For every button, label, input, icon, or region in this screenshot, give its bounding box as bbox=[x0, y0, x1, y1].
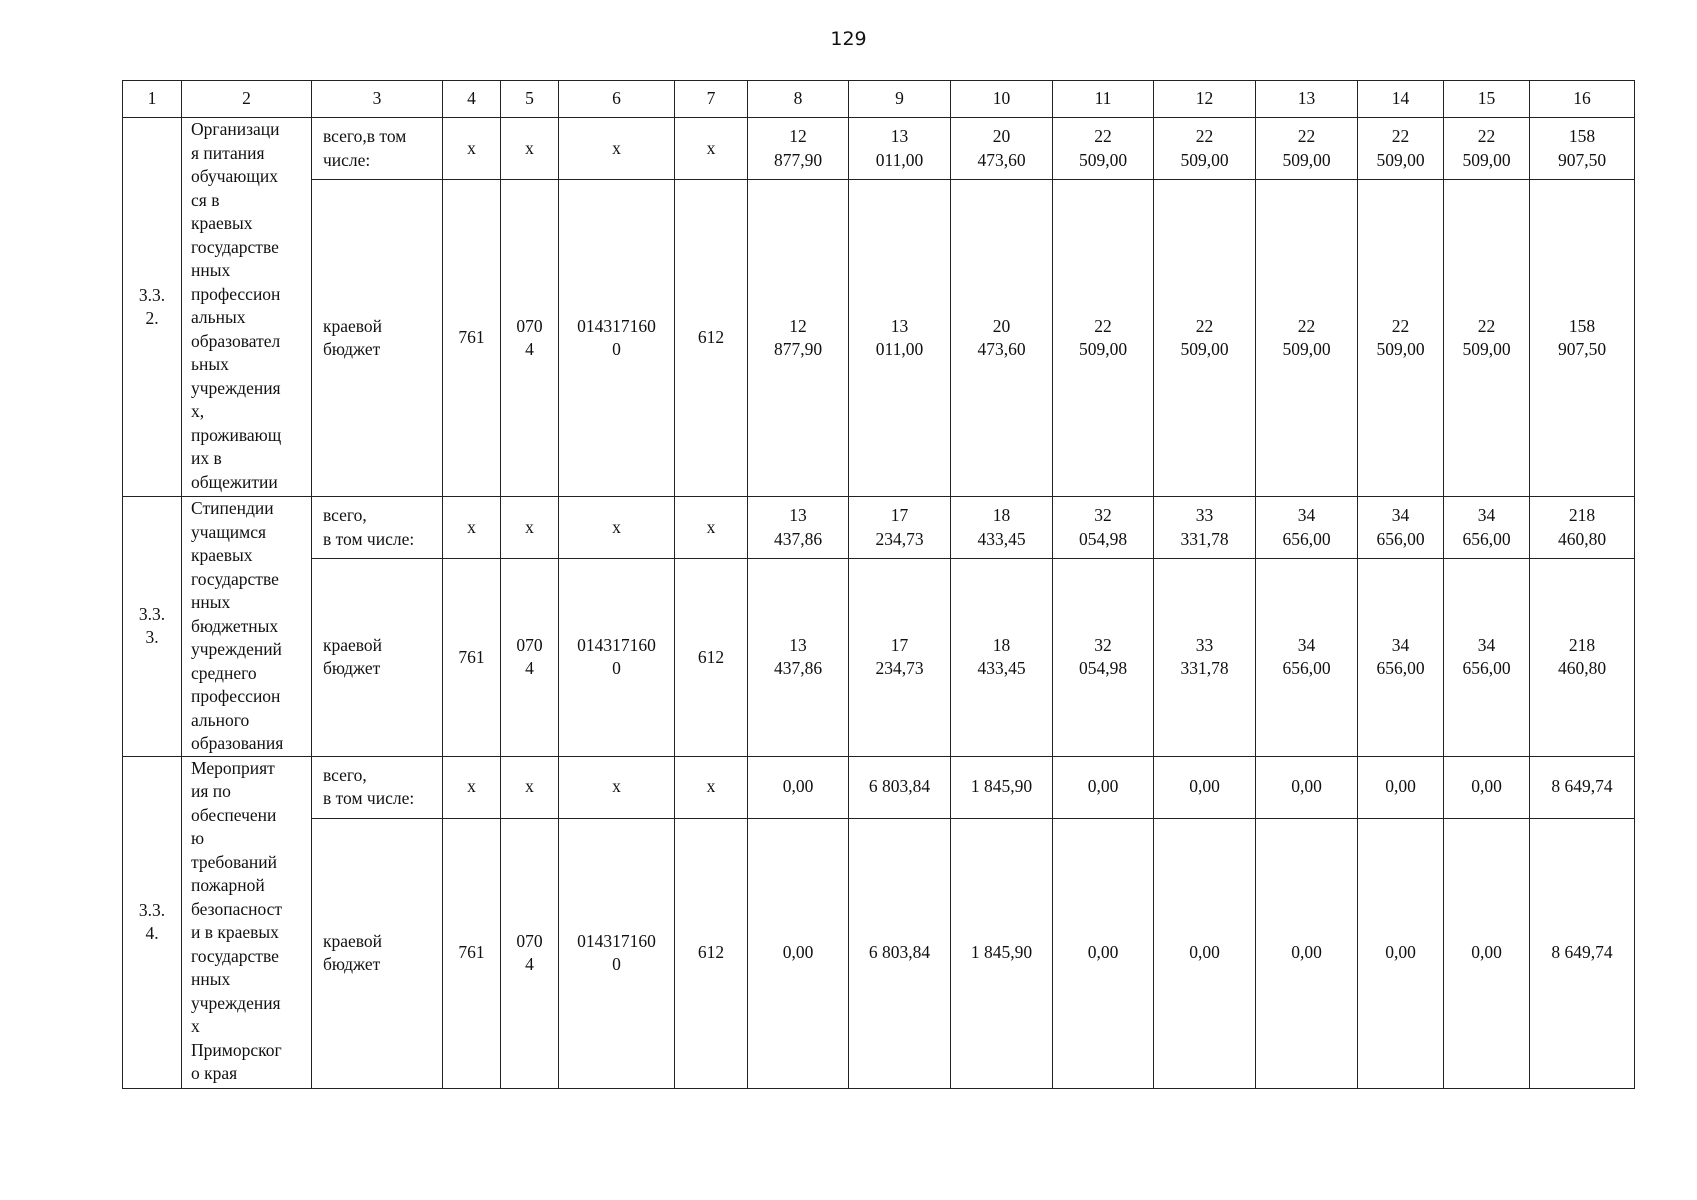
table-row bbox=[123, 180, 1635, 497]
amount-cell: 13 011,00 bbox=[849, 118, 951, 180]
code-cell: х bbox=[501, 118, 559, 180]
amount-cell: 22 509,00 bbox=[1256, 118, 1358, 180]
code-cell: 761 bbox=[443, 559, 501, 756]
code-cell: х bbox=[675, 118, 748, 180]
header-cell: 1 bbox=[123, 81, 182, 118]
amount-cell: 20 473,60 bbox=[951, 180, 1053, 497]
amount-cell: 34 656,00 bbox=[1256, 497, 1358, 559]
amount-cell: 32 054,98 bbox=[1053, 497, 1154, 559]
code-cell: х bbox=[675, 756, 748, 818]
table-row bbox=[123, 818, 1635, 1088]
code-cell: х bbox=[559, 756, 675, 818]
measure-name: Организаци я питания обучающих ся в краевых государстве нных профессион альных образовател ьных учреждения х, проживающ их в общежитии bbox=[182, 118, 312, 497]
amount-cell: 0,00 bbox=[1358, 756, 1444, 818]
code-cell: 014317160 0 bbox=[559, 180, 675, 497]
amount-cell: 20 473,60 bbox=[951, 118, 1053, 180]
amount-cell: 0,00 bbox=[1256, 818, 1358, 1088]
code-cell: 014317160 0 bbox=[559, 818, 675, 1088]
amount-cell: 13 437,86 bbox=[748, 497, 849, 559]
amount-cell: 6 803,84 bbox=[849, 818, 951, 1088]
header-cell: 6 bbox=[559, 81, 675, 118]
amount-cell: 17 234,73 bbox=[849, 497, 951, 559]
code-cell: х bbox=[501, 756, 559, 818]
code-cell: х bbox=[443, 118, 501, 180]
header-row bbox=[123, 81, 1635, 118]
header-cell: 5 bbox=[501, 81, 559, 118]
row-number: 3.3. 4. bbox=[123, 756, 182, 1088]
amount-cell: 0,00 bbox=[748, 818, 849, 1088]
code-cell: 761 bbox=[443, 180, 501, 497]
header-cell: 11 bbox=[1053, 81, 1154, 118]
amount-cell: 1 845,90 bbox=[951, 818, 1053, 1088]
amount-cell: 34 656,00 bbox=[1444, 559, 1530, 756]
amount-cell: 33 331,78 bbox=[1154, 559, 1256, 756]
amount-cell: 22 509,00 bbox=[1358, 180, 1444, 497]
code-cell: 761 bbox=[443, 818, 501, 1088]
code-cell: х bbox=[675, 497, 748, 559]
amount-cell: 6 803,84 bbox=[849, 756, 951, 818]
header-cell: 4 bbox=[443, 81, 501, 118]
amount-cell: 13 437,86 bbox=[748, 559, 849, 756]
code-cell: 612 bbox=[675, 818, 748, 1088]
amount-cell: 0,00 bbox=[1358, 818, 1444, 1088]
header-cell: 8 bbox=[748, 81, 849, 118]
amount-cell: 0,00 bbox=[1444, 818, 1530, 1088]
amount-cell: 33 331,78 bbox=[1154, 497, 1256, 559]
amount-cell: 18 433,45 bbox=[951, 497, 1053, 559]
funding-source: всего, в том числе: bbox=[312, 497, 443, 559]
amount-cell: 22 509,00 bbox=[1154, 180, 1256, 497]
row-number: 3.3. 3. bbox=[123, 497, 182, 757]
amount-cell: 0,00 bbox=[1154, 818, 1256, 1088]
amount-cell: 34 656,00 bbox=[1444, 497, 1530, 559]
amount-cell: 0,00 bbox=[1053, 818, 1154, 1088]
code-cell: 612 bbox=[675, 180, 748, 497]
header-cell: 13 bbox=[1256, 81, 1358, 118]
amount-cell: 18 433,45 bbox=[951, 559, 1053, 756]
budget-table bbox=[122, 80, 1635, 1089]
amount-cell: 22 509,00 bbox=[1256, 180, 1358, 497]
table-row bbox=[123, 559, 1635, 756]
code-cell: 070 4 bbox=[501, 559, 559, 756]
amount-cell: 0,00 bbox=[1444, 756, 1530, 818]
amount-cell: 158 907,50 bbox=[1530, 180, 1635, 497]
amount-cell: 22 509,00 bbox=[1444, 118, 1530, 180]
amount-cell: 12 877,90 bbox=[748, 118, 849, 180]
amount-cell: 8 649,74 bbox=[1530, 756, 1635, 818]
header-cell: 7 bbox=[675, 81, 748, 118]
amount-cell: 22 509,00 bbox=[1358, 118, 1444, 180]
code-cell: 070 4 bbox=[501, 818, 559, 1088]
funding-source: краевой бюджет bbox=[312, 180, 443, 497]
page-number: 129 bbox=[830, 28, 867, 50]
amount-cell: 32 054,98 bbox=[1053, 559, 1154, 756]
header-cell: 16 bbox=[1530, 81, 1635, 118]
row-number: 3.3. 2. bbox=[123, 118, 182, 497]
funding-source: всего, в том числе: bbox=[312, 756, 443, 818]
amount-cell: 1 845,90 bbox=[951, 756, 1053, 818]
code-cell: х bbox=[501, 497, 559, 559]
amount-cell: 158 907,50 bbox=[1530, 118, 1635, 180]
amount-cell: 13 011,00 bbox=[849, 180, 951, 497]
amount-cell: 34 656,00 bbox=[1256, 559, 1358, 756]
code-cell: 014317160 0 bbox=[559, 559, 675, 756]
code-cell: х bbox=[559, 497, 675, 559]
amount-cell: 12 877,90 bbox=[748, 180, 849, 497]
table-row bbox=[123, 118, 1635, 180]
header-cell: 9 bbox=[849, 81, 951, 118]
header-cell: 14 bbox=[1358, 81, 1444, 118]
header-cell: 15 bbox=[1444, 81, 1530, 118]
header-cell: 2 bbox=[182, 81, 312, 118]
funding-source: краевой бюджет bbox=[312, 559, 443, 756]
code-cell: 070 4 bbox=[501, 180, 559, 497]
code-cell: 612 bbox=[675, 559, 748, 756]
code-cell: х bbox=[559, 118, 675, 180]
amount-cell: 34 656,00 bbox=[1358, 497, 1444, 559]
header-cell: 10 bbox=[951, 81, 1053, 118]
funding-source: краевой бюджет bbox=[312, 818, 443, 1088]
code-cell: х bbox=[443, 756, 501, 818]
amount-cell: 22 509,00 bbox=[1444, 180, 1530, 497]
amount-cell: 0,00 bbox=[748, 756, 849, 818]
table-row bbox=[123, 497, 1635, 559]
header-cell: 3 bbox=[312, 81, 443, 118]
amount-cell: 0,00 bbox=[1053, 756, 1154, 818]
amount-cell: 8 649,74 bbox=[1530, 818, 1635, 1088]
amount-cell: 22 509,00 bbox=[1053, 118, 1154, 180]
amount-cell: 218 460,80 bbox=[1530, 497, 1635, 559]
amount-cell: 34 656,00 bbox=[1358, 559, 1444, 756]
amount-cell: 22 509,00 bbox=[1053, 180, 1154, 497]
code-cell: х bbox=[443, 497, 501, 559]
amount-cell: 218 460,80 bbox=[1530, 559, 1635, 756]
measure-name: Стипендии учащимся краевых государстве нных бюджетных учреждений среднего профессион ального образования bbox=[182, 497, 312, 757]
amount-cell: 0,00 bbox=[1154, 756, 1256, 818]
table-row bbox=[123, 756, 1635, 818]
amount-cell: 22 509,00 bbox=[1154, 118, 1256, 180]
header-cell: 12 bbox=[1154, 81, 1256, 118]
amount-cell: 0,00 bbox=[1256, 756, 1358, 818]
measure-name: Мероприят ия по обеспечени ю требований пожарной безопасност и в краевых государстве нных учреждения х Приморског о края bbox=[182, 756, 312, 1088]
amount-cell: 17 234,73 bbox=[849, 559, 951, 756]
funding-source: всего,в том числе: bbox=[312, 118, 443, 180]
